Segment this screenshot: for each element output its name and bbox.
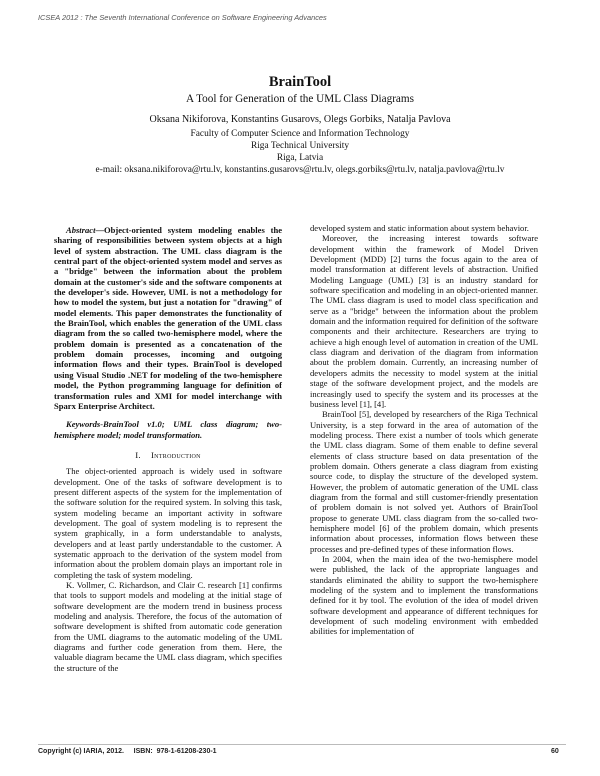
body-paragraph: BrainTool [5], developed by researchers of the Riga Technical University, is a step forward in the area of automation of the modeling process. There exist a number of tools which generate the UML class diagram. Some of them enable to define several elements of class structure based on data presentation of the problem domain. Others generate a class diagram from existing source code, to display the structure of the developed system. However, the problem of automatic generation of the UML class diagram from the formal and still customer-friendly presentation of problem domain is not solved yet. Authors of BrainTool propose to generate UML class diagram from the so-called two-hemisphere model [6] of the problem domain, which presents information about processes, information flows between these processes and pre-defined types of these information flows. — [310, 409, 538, 554]
affiliation-city: Riga, Latvia — [276, 153, 324, 163]
paper-subtitle: A Tool for Generation of the UML Class Diagrams — [186, 93, 414, 105]
footer-divider — [38, 744, 566, 745]
keywords — [54, 419, 282, 440]
affiliation-faculty: Faculty of Computer Science and Information Technology — [190, 129, 410, 139]
section-heading — [54, 450, 282, 460]
running-head: ICSEA 2012 : The Seventh International Conference on Software Engineering Advances — [38, 13, 327, 22]
body-paragraph: The object-oriented approach is widely used in software development. One of the tasks of software development is to present different aspects of the system for the implementation of the software solution for the required system. In solving this task, system modeling became an important activity in software development. The goal of system modeling is to represent the system graphically, in a form understandable to analysts, developers and at least partly understandable to the customer. A systematic approach to the derivation of the system model from information about the problem domain plays an important role in completing the task of system modeling. — [54, 466, 282, 580]
author-list: Oksana Nikiforova, Konstantins Gusarovs, Olegs Gorbiks, Natalja Pavlova — [149, 114, 451, 125]
affiliation-block — [0, 128, 600, 176]
paper-title: BrainTool — [268, 74, 332, 90]
affiliation-university: Riga Technical University — [250, 141, 350, 151]
affiliation-email: e-mail: oksana.nikiforova@rtu.lv, konstantins.gusarovs@rtu.lv, olegs.gorbiks@rtu.lv, natalja.pavlova@rtu.lv — [95, 165, 505, 175]
section-title: Introduction — [150, 449, 201, 460]
abstract — [54, 225, 282, 411]
abstract-lead: Abstract — [66, 225, 96, 235]
body-paragraph: In 2004, when the main idea of the two-hemisphere model were published, the lack of the appropriate languages and standards eliminated the ability to support the two-hemisphere modeling of the system and to implement the transformations defined for it by tool. The evolution of the idea of model driven software development and appearance of different techniques for development of such modeling environment with embedded abilities for implementation of — [310, 554, 538, 637]
section-number: I. — [135, 449, 141, 460]
abstract-text: —Object-oriented system modeling enables the sharing of responsibilities between system objects at a high level of system abstraction. The UML class diagram is the central part of the object-oriented system model and serves as a "bridge" between the information about the problem domain at the customer's side and the software components at the developer's side. However, UML is not a methodology for how to model the system, but just a notation for "drawing" of model elements. This paper demonstrates the functionality of the BrainTool, which enables the generation of the UML class diagram from the so called two-hemisphere model, where the problem domain is presented as a concatenation of the problem domain processes, incoming and outgoing information flows and their types. BrainTool is developed using Visual Studio .NET for modeling of the two-hemisphere model, the Python programming language for definition of transformation rules and XMI for model interchange with Sparx Enterprise Architect. — [54, 225, 282, 411]
keywords-text: BrainTool v1.0; UML class diagram; two-hemisphere model; model transformation. — [54, 419, 282, 440]
right-column — [310, 223, 538, 637]
left-column — [54, 225, 282, 673]
page-number: 60 — [551, 748, 559, 755]
keywords-lead: Keywords- — [66, 419, 104, 430]
footer-copyright: Copyright (c) IARIA, 2012. ISBN: 978-1-61208-230-1 — [38, 748, 217, 755]
body-paragraph: developed system and static information about system behavior. — [310, 223, 529, 233]
body-paragraph: K. Vollmer, C. Richardson, and Clair C. research [1] confirms that tools to support models and modeling at the initial stage of software development are the modern trend in business process modeling and analysis. Therefore, the focus of the automation of software development is shifted from automatic code generation from the UML diagrams to the automatic modeling of the UML diagrams and further code generation from them. Here, the valuable diagram became the UML class diagram, which specifies the structure of the — [54, 580, 282, 673]
body-paragraph: Moreover, the increasing interest towards software development within the framework of Model Driven Development (MDD) [2] turns the focus again to the area of model transformation at different levels of abstraction. Unified Modeling Language (UML) [3] is an industry standard for software specification and modeling in an object-oriented manner. The UML class diagram is used to model class specification and serve as a "bridge" between the information about the problem domain and the information required for definition of the software components and their architecture. Researchers are trying to achieve a high enough level of automation in creation of the UML class diagram and derivation of the diagram from information about the problem domain. Currently, an increasing number of developers admits the necessity to model system at the initial stage of the software development project, and the models are increasingly used to specify the system and its processes at the business level [1], [4]. — [310, 233, 538, 409]
